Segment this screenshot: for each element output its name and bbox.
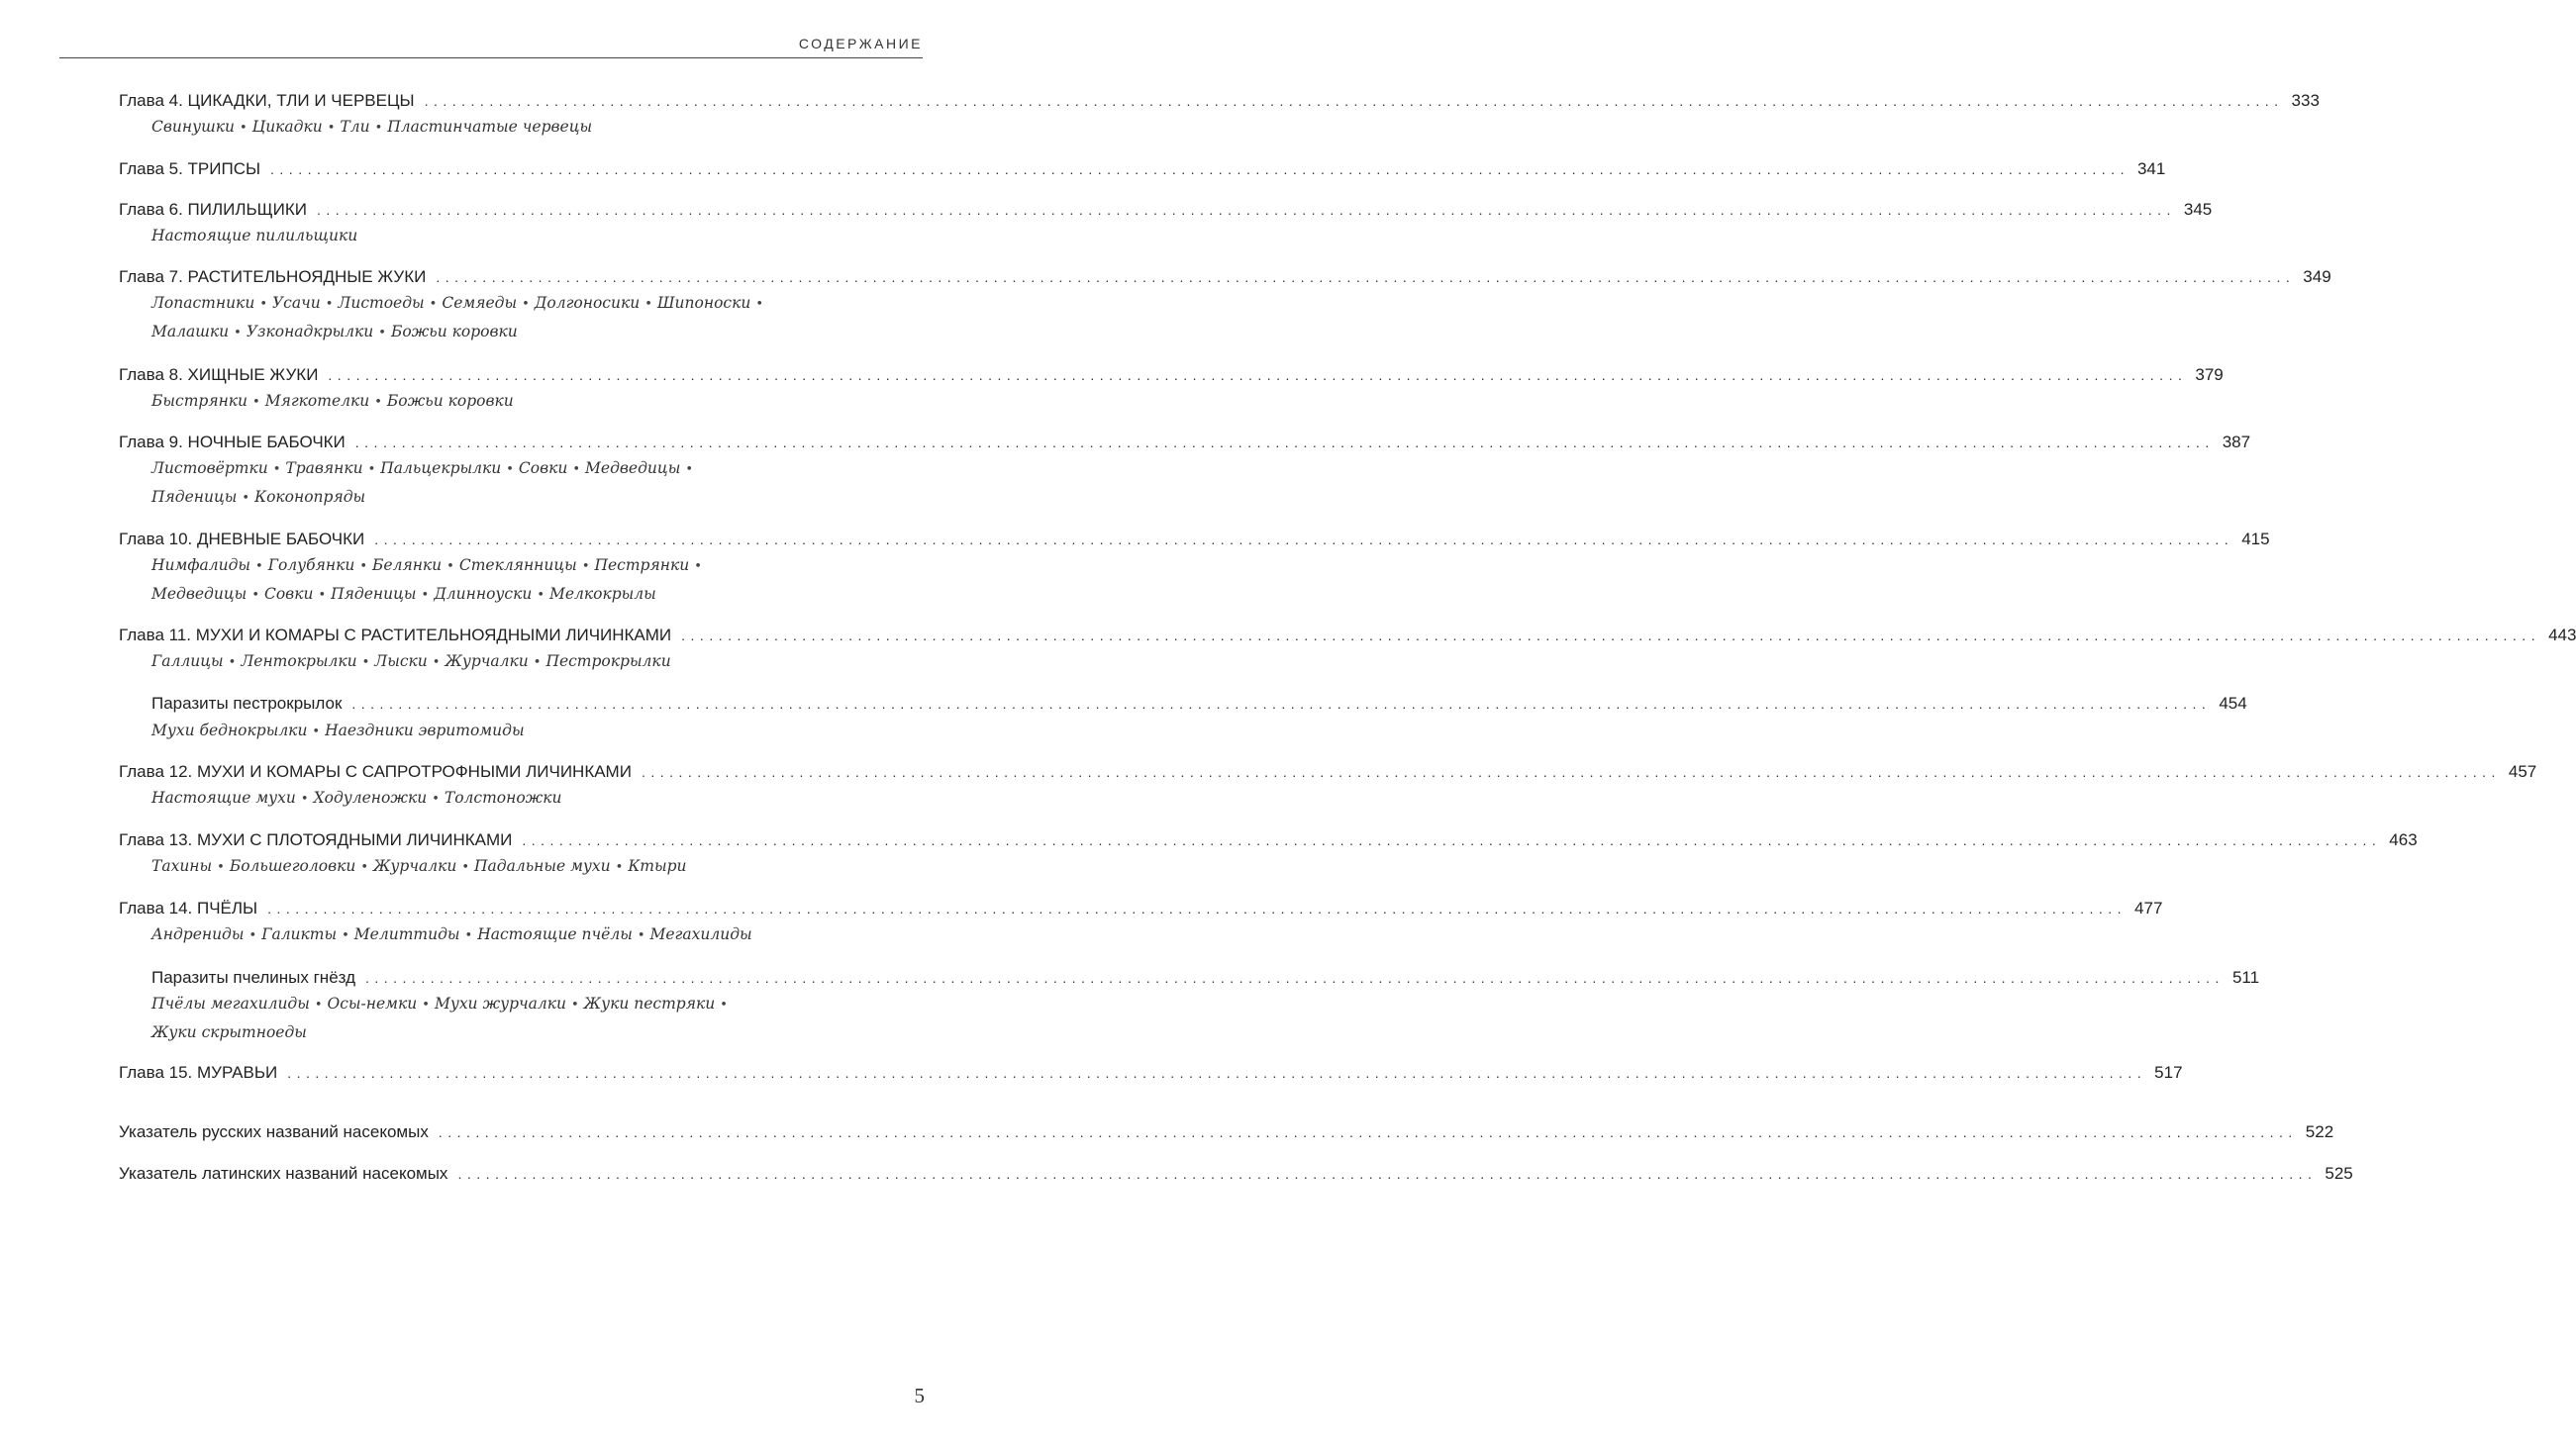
toc-subentry: Мухи журчалки: [434, 995, 566, 1013]
toc-entry-page-number: 454: [2219, 694, 2247, 713]
bullet-separator: •: [318, 588, 327, 603]
toc-entry-page-number: 345: [2183, 200, 2213, 219]
dot-leader: ........................................................................................................................................................................................................: [438, 1124, 2298, 1140]
bullet-separator: •: [432, 655, 441, 670]
toc-entry-page-number: 525: [2325, 1164, 2353, 1183]
bullet-separator: •: [615, 860, 624, 875]
toc-subentry: Коконопряды: [254, 488, 366, 506]
toc-subentry: Листовёртки: [151, 459, 268, 477]
toc-entry-title: Паразиты пчелиных гнёзд: [151, 968, 355, 987]
bullet-separator: •: [255, 559, 263, 574]
dot-leader: ........................................................................................................................................................................................................: [436, 269, 2296, 285]
toc-subentry: Мегахилиды: [649, 925, 752, 943]
bullet-separator: •: [685, 462, 694, 477]
bullet-separator: •: [720, 998, 728, 1013]
toc-subentry: Пестрокрылки: [545, 652, 671, 670]
toc-subentries: [151, 784, 844, 814]
toc-subentry: Совки: [263, 585, 314, 603]
toc-subentry: Узконадкрылки: [246, 323, 374, 340]
toc-subentry: Свинушки: [151, 118, 235, 136]
toc-entry-page-number: 457: [2508, 762, 2537, 781]
toc-subentries: [151, 990, 844, 1019]
dot-leader: ........................................................................................................................................................................................................: [351, 696, 2212, 712]
bullet-separator: •: [325, 297, 334, 312]
toc-entry-page-number: 522: [2305, 1122, 2334, 1141]
toc-entry-title: Глава 11. МУХИ И КОМАРЫ С РАСТИТЕЛЬНОЯДНЫМИ ЛИЧИНКАМИ: [119, 626, 672, 644]
header-rule: [59, 57, 923, 58]
bullet-separator: •: [422, 998, 430, 1013]
dot-leader: ........................................................................................................................................................................................................: [270, 161, 2130, 177]
toc-entry-page-number: 477: [2134, 899, 2163, 918]
bullet-separator: •: [361, 655, 370, 670]
toc-subentries: [151, 483, 844, 513]
bullet-separator: •: [755, 297, 763, 312]
toc-subentry: Шипоноски: [656, 294, 751, 312]
dot-leader: ........................................................................................................................................................................................................: [365, 970, 2225, 986]
toc-subentry: Медведицы: [585, 459, 681, 477]
toc-entry-page-number: 387: [2222, 433, 2251, 451]
toc-entry-title: Глава 9. НОЧНЫЕ БАБОЧКИ: [119, 433, 346, 451]
toc-subentry: Тли: [340, 118, 370, 136]
toc-subentry: Пальцекрылки: [380, 459, 502, 477]
toc-subentry: Настоящие мухи: [151, 789, 296, 807]
toc-entry-page-number: 349: [2303, 267, 2331, 286]
toc-subentries: [151, 580, 844, 610]
toc-subentries: [151, 920, 844, 950]
toc-entry-title: Глава 5. ТРИПСЫ: [119, 159, 261, 178]
page-number: 5: [914, 1384, 925, 1407]
toc-subentry: Ходуленожки: [313, 789, 428, 807]
bullet-separator: •: [367, 462, 376, 477]
bullet-separator: •: [378, 326, 386, 340]
toc-subentry: Мелкокрылы: [549, 585, 656, 603]
toc-entry[interactable]: [151, 694, 2247, 714]
toc-subentries: [151, 454, 844, 484]
bullet-separator: •: [446, 559, 454, 574]
toc-subentry: Долгоносики: [534, 294, 641, 312]
toc-subentries: [151, 289, 844, 319]
toc-entry[interactable]: [119, 1164, 2353, 1184]
dot-leader: ........................................................................................................................................................................................................: [522, 832, 2382, 848]
dot-leader: ........................................................................................................................................................................................................: [287, 1065, 2147, 1081]
toc-entry[interactable]: [119, 433, 2251, 452]
toc-entry-page-number: 443: [2548, 626, 2576, 644]
bullet-separator: •: [637, 928, 645, 943]
toc-subentries: [151, 387, 844, 417]
toc-subentry: Жуки пестряки: [583, 995, 716, 1013]
toc-entry-title: Глава 8. ХИЩНЫЕ ЖУКИ: [119, 365, 319, 384]
toc-entry[interactable]: [119, 762, 2537, 782]
bullet-separator: •: [533, 655, 542, 670]
dot-leader: ........................................................................................................................................................................................................: [374, 532, 2234, 547]
toc-subentry: Белянки: [372, 556, 443, 574]
toc-subentry: Пяденицы: [151, 488, 238, 506]
toc-subentry: Травянки: [285, 459, 363, 477]
toc-subentries: [151, 551, 844, 581]
toc-subentry: Голубянки: [267, 556, 355, 574]
toc-subentry: Пластинчатые червецы: [387, 118, 593, 136]
toc-subentry: Журчалки: [373, 857, 457, 875]
toc-entry-title: Глава 6. ПИЛИЛЬЩИКИ: [119, 200, 307, 219]
toc-entry-title: Глава 4. ЦИКАДКИ, ТЛИ И ЧЕРВЕЦЫ: [119, 91, 415, 110]
toc-subentry: Пестрянки: [594, 556, 690, 574]
toc-entry-title: Указатель латинских названий насекомых: [119, 1164, 448, 1183]
bullet-separator: •: [252, 395, 260, 410]
toc-subentry: Пчёлы мегахилиды: [151, 995, 310, 1013]
toc-subentries: [151, 113, 844, 143]
toc-subentry: Малашки: [151, 323, 230, 340]
toc-subentry: Цикадки: [251, 118, 323, 136]
toc-subentry: Лыски: [374, 652, 428, 670]
bullet-separator: •: [432, 792, 440, 807]
toc-entry-page-number: 415: [2241, 530, 2270, 548]
toc-subentry: Мелиттиды: [353, 925, 460, 943]
bullet-separator: •: [571, 998, 579, 1013]
toc-entry-page-number: 379: [2195, 365, 2224, 384]
toc-entry-title: Паразиты пестрокрылок: [151, 694, 343, 713]
bullet-separator: •: [217, 860, 225, 875]
toc-subentry: Настоящие пилильщики: [151, 227, 358, 244]
toc-entry[interactable]: [119, 626, 2576, 645]
toc-subentry: Андрениды: [151, 925, 245, 943]
toc-entry[interactable]: [119, 365, 2224, 385]
dot-leader: ........................................................................................................................................................................................................: [328, 367, 2188, 383]
dot-leader: ........................................................................................................................................................................................................: [457, 1166, 2318, 1182]
toc-subentry: Божьи коровки: [390, 323, 518, 340]
toc-subentry: Божьи коровки: [386, 392, 514, 410]
toc-entry[interactable]: [119, 899, 2163, 918]
bullet-separator: •: [248, 928, 257, 943]
toc-subentry: Усачи: [271, 294, 321, 312]
running-header: СОДЕРЖАНИЕ: [798, 36, 923, 51]
bullet-separator: •: [374, 395, 382, 410]
toc-entry[interactable]: [119, 1122, 2334, 1142]
toc-subentry: Ктыри: [628, 857, 687, 875]
toc-subentry: Пяденицы: [331, 585, 417, 603]
bullet-separator: •: [314, 998, 323, 1013]
bullet-separator: •: [259, 297, 267, 312]
toc-entry-title: Указатель русских названий насекомых: [119, 1122, 429, 1141]
toc-subentry: Галлицы: [151, 652, 224, 670]
dot-leader: ........................................................................................................................................................................................................: [316, 202, 2176, 218]
dot-leader: ........................................................................................................................................................................................................: [424, 93, 2284, 109]
toc-subentry: Лопастники: [151, 294, 255, 312]
toc-subentry: Журчалки: [445, 652, 529, 670]
bullet-separator: •: [360, 860, 368, 875]
toc-entry[interactable]: [119, 200, 2213, 220]
toc-entry-page-number: 333: [2291, 91, 2320, 110]
bullet-separator: •: [694, 559, 702, 574]
toc-subentry: Лентокрылки: [241, 652, 357, 670]
dot-leader: ........................................................................................................................................................................................................: [641, 764, 2501, 780]
toc-subentry: Совки: [518, 459, 568, 477]
bullet-separator: •: [374, 121, 383, 136]
bullet-separator: •: [429, 297, 438, 312]
toc-entry-page-number: 341: [2136, 159, 2166, 178]
toc-entry-title: Глава 10. ДНЕВНЫЕ БАБОЧКИ: [119, 530, 365, 548]
toc-subentry: Осы-немки: [327, 995, 418, 1013]
toc-subentry: Быстрянки: [151, 392, 248, 410]
toc-subentry: Наездники эвритомиды: [325, 722, 525, 739]
toc-subentry: Длинноуски: [434, 585, 533, 603]
bullet-separator: •: [312, 725, 321, 739]
toc-subentry: Тахины: [151, 857, 213, 875]
dot-leader: ........................................................................................................................................................................................................: [267, 901, 2128, 917]
bullet-separator: •: [359, 559, 368, 574]
toc-subentry: Семяеды: [442, 294, 518, 312]
bullet-separator: •: [537, 588, 545, 603]
toc-subentry: Падальные мухи: [474, 857, 611, 875]
bullet-separator: •: [327, 121, 336, 136]
dot-leader: ........................................................................................................................................................................................................: [354, 435, 2215, 450]
toc-entry-page-number: 517: [2154, 1063, 2183, 1082]
toc-entry[interactable]: [151, 968, 2260, 988]
toc-subentries: [151, 647, 844, 677]
bullet-separator: •: [342, 928, 349, 943]
toc-entry[interactable]: [119, 159, 2166, 179]
bullet-separator: •: [464, 928, 473, 943]
bullet-separator: •: [421, 588, 430, 603]
toc-entry-title: Глава 14. ПЧЁЛЫ: [119, 899, 258, 918]
toc-subentry: Мухи беднокрылки: [151, 722, 308, 739]
toc-entry-title: Глава 7. РАСТИТЕЛЬНОЯДНЫЕ ЖУКИ: [119, 267, 427, 286]
bullet-separator: •: [506, 462, 514, 477]
bullet-separator: •: [272, 462, 281, 477]
toc-subentries: [151, 222, 844, 250]
toc-subentry: Мягкотелки: [264, 392, 370, 410]
toc-entry[interactable]: [119, 1063, 2183, 1083]
bullet-separator: •: [240, 121, 248, 136]
toc-subentry: Большеголовки: [229, 857, 356, 875]
bullet-separator: •: [251, 588, 259, 603]
bullet-separator: •: [234, 326, 242, 340]
toc-entry-page-number: 511: [2231, 968, 2260, 987]
bullet-separator: •: [242, 491, 250, 506]
toc-subentry: Стеклянницы: [458, 556, 577, 574]
toc-subentry: Нимфалиды: [151, 556, 251, 574]
toc-subentry: Медведицы: [151, 585, 248, 603]
toc-entry[interactable]: [119, 267, 2331, 287]
toc-subentries: [151, 717, 844, 746]
toc-subentry: Жуки скрытноеды: [151, 1023, 307, 1041]
toc-subentries: [151, 318, 844, 347]
toc-subentry: Галикты: [261, 925, 338, 943]
toc-subentry: Настоящие пчёлы: [477, 925, 633, 943]
bullet-separator: •: [581, 559, 590, 574]
bullet-separator: •: [228, 655, 237, 670]
toc-entry[interactable]: [119, 91, 2320, 111]
toc-subentry: Листоеды: [338, 294, 425, 312]
toc-entry-title: Глава 15. МУРАВЬИ: [119, 1063, 278, 1082]
toc-subentries: [151, 1018, 844, 1047]
toc-entry[interactable]: [119, 830, 2418, 850]
toc-subentry: Толстоножки: [444, 789, 562, 807]
toc-entry[interactable]: [119, 530, 2270, 549]
bullet-separator: •: [572, 462, 581, 477]
bullet-separator: •: [300, 792, 309, 807]
toc-subentries: [151, 852, 844, 882]
bullet-separator: •: [522, 297, 530, 312]
bullet-separator: •: [461, 860, 469, 875]
toc-entry-page-number: 463: [2389, 830, 2418, 849]
bullet-separator: •: [644, 297, 652, 312]
toc-entry-title: Глава 13. МУХИ С ПЛОТОЯДНЫМИ ЛИЧИНКАМИ: [119, 830, 513, 849]
dot-leader: ........................................................................................................................................................................................................: [681, 628, 2541, 643]
toc-entry-title: Глава 12. МУХИ И КОМАРЫ С САПРОТРОФНЫМИ ЛИЧИНКАМИ: [119, 762, 632, 781]
